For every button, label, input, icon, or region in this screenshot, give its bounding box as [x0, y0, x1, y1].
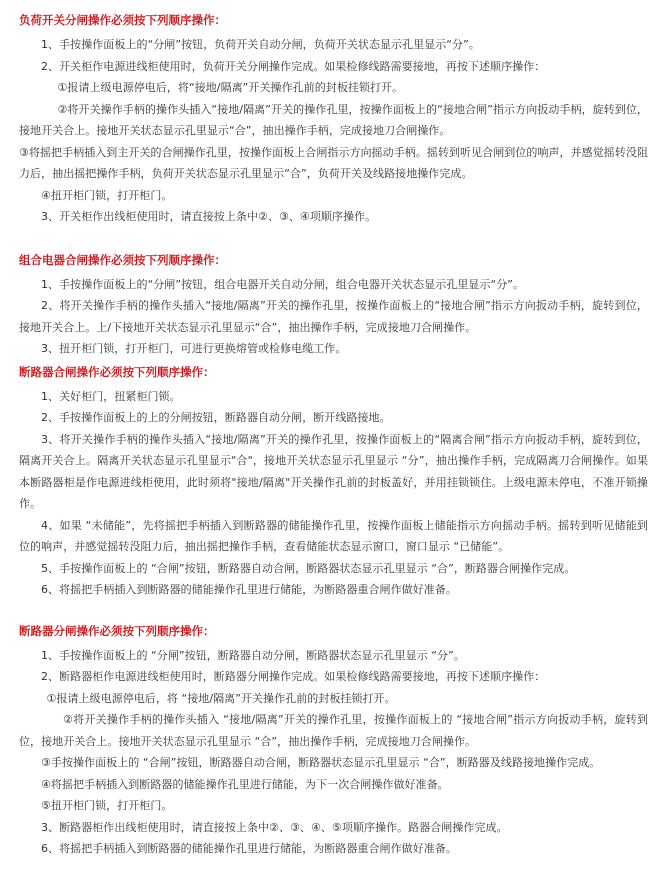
section-combined-closing	[19, 252, 648, 360]
section-heading: 负荷开关分闸操作必须按下列顺序操作：	[19, 13, 226, 27]
paragraph: 2、手按操作面板上的上的分闸按钮，断路器自动分闸，断开线路接地。	[41, 411, 391, 424]
paragraph: 6、将摇把手柄插入到断路器的储能操作孔里进行储能，为断路器重合闸作做好准备。	[41, 842, 457, 855]
section-heading: 组合电器合闸操作必须按下列顺序操作：	[19, 252, 226, 267]
paragraph: 4、如果 “未储能”，先将摇把手柄插入到断路器的储能操作孔里，按操作面板上储能指示方向摇动手柄。摇转到听见储能到位的响声，并感觉摇转没阻力后，抽出摇把操作手柄，查看储能状态显示窗口，窗口显示 “已储能”。	[19, 518, 648, 553]
paragraph: 5、手按操作面板上的 “合闸”按钮，断路器自动合闸，断路器状态显示孔里显示 “合”，断路器合闸操作完成。	[41, 561, 576, 575]
paragraph: 1、关好柜门，扭紧柜门锁。	[41, 389, 181, 403]
paragraph: 2、将开关操作手柄的操作头插入“接地/隔离”开关的操作孔里，按操作面板上的“接地合闸”指示方向扳动手柄，旋转到位，接地开关合上。上/下接地开关状态显示孔里显示“合”，抽出操作手柄，完成接地刀合闸操作。	[19, 299, 648, 334]
paragraph: 2、断路器柜作电源进线柜使用时，断路器分闸操作完成。如果检修线路需要接地，再按下述顺序操作：	[41, 670, 546, 683]
sub-step: ③手按操作面板上的 “合闸”按钮，断路器自动合闸，断路器状态显示孔里显示 “合”，断路器及线路接地操作完成。	[41, 756, 601, 769]
section-load-switch-opening	[19, 12, 648, 228]
section-breaker-opening	[19, 623, 648, 860]
paragraph: 3、将开关操作手柄的操作头插入“接地/隔离”开关的操作孔里，按操作面板上的“隔离合闸”指示方向扳动手柄，旋转到位，隔离开关合上。隔离开关状态显示孔里显示"合"，接地开关状态显示孔里显示 “分”，抽出操作手柄，完成隔离刀合闸操作。如果本断路器柜是作电源进线柜使用，此时须将"接地/隔离"开关操作孔前的封板盖好，并用挂锁锁住。上级电源未停电，不准开锁操作。	[19, 432, 648, 510]
paragraph: 1、手按操作面板上的 “分闸”按钮，断路器自动分闸，断路器状态显示孔里显示 “分”。	[41, 648, 465, 662]
paragraph: 1、手按操作面板上的“分闸”按钮，负荷开关自动分闸，负荷开关状态显示孔里显示“分”。	[41, 38, 480, 51]
paragraph: 1、手按操作面板上的“分闸”按钮，组合电器开关自动分闸，组合电器开关状态显示孔里显示“分”。	[41, 277, 525, 291]
sub-step: ⑤扭开柜门锁，打开柜门。	[41, 799, 173, 812]
paragraph: 3、开关柜作出线柜使用时，请直接按上条中②、③、④项顺序操作。	[41, 210, 377, 223]
paragraph: 3、扭开柜门锁，打开柜门，可进行更换熔管或检修电缆工作。	[41, 342, 347, 355]
section-heading: 断路器合闸操作必须按下列顺序操作：	[19, 364, 215, 379]
sub-step: ④将摇把手柄插入到断路器的储能操作孔里进行储能，为下一次合闸操作做好准备。	[41, 777, 449, 791]
paragraph: 3、断路器柜作出线柜使用时，请直接按上条中②、③、④、⑤项顺序操作。路器合闸操作完成。	[41, 820, 508, 834]
sub-step: ②将开关操作手柄的操作头插入 “接地/隔离”开关的操作孔里，按操作面板上的 “接地合闸”指示方向扳动手柄，旋转到位，接地开关合上。接地开关状态显示孔里显示 “合”，抽出操作手柄，完成接地刀合闸操作。	[19, 713, 648, 748]
sub-step: ②将开关操作手柄的操作头插入“接地/隔离”开关的操作孔里，按操作面板上的“接地合闸”指示方向扳动手柄，旋转到位，接地开关合上。接地开关状态显示孔里显示“合”，抽出操作手柄，完成接地刀合闸操作。	[19, 102, 648, 137]
sub-step: ①报请上级电源停电后，将“接地/隔离”开关操作孔前的封板挂锁打开。	[57, 81, 404, 94]
section-breaker-closing	[19, 364, 648, 601]
sub-step: ④扭开柜门锁，打开柜门。	[41, 188, 173, 202]
paragraph: 6、将摇把手柄插入到断路器的储能操作孔里进行储能，为断路器重合闸作做好准备。	[41, 583, 457, 596]
section-heading: 断路器分闸操作必须按下列顺序操作：	[19, 623, 215, 638]
sub-step: ③将摇把手柄插入到主开关的合闸操作孔里，按操作面板上合闸指示方向摇动手柄。摇转到听见合闸到位的响声，并感觉摇转没阻力后，抽出摇把操作手柄，负荷开关状态显示孔里显示“合”，负荷开关及线路接地操作完成。	[19, 145, 648, 180]
sub-step: ①报请上级电源停电后，将 “接地/隔离”开关操作孔前的封板挂锁打开。	[46, 691, 396, 705]
paragraph: 2、开关柜作电源进线柜使用时，负荷开关分闸操作完成。如果检修线路需要接地，再按下述顺序操作：	[41, 59, 546, 73]
